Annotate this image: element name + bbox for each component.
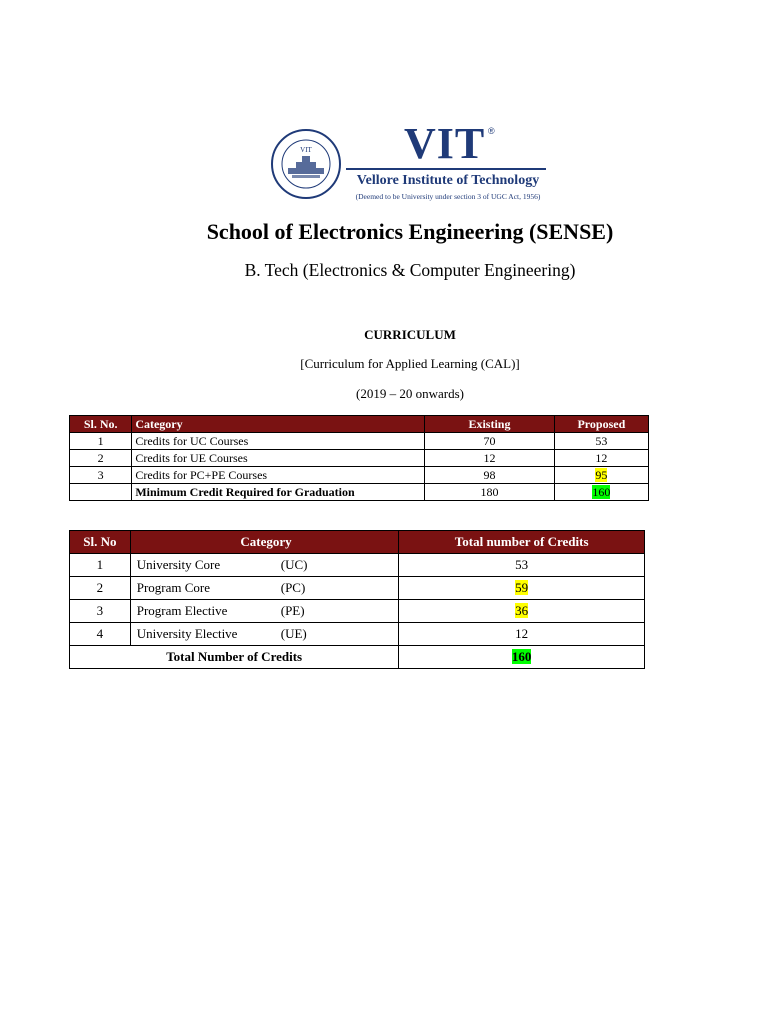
category-cell: Credits for UC Courses bbox=[132, 433, 425, 450]
total-credits-cell bbox=[399, 646, 645, 669]
credit-comparison-table bbox=[69, 415, 649, 501]
logo-divider bbox=[346, 168, 546, 170]
category-abbr: (PC) bbox=[280, 580, 306, 595]
column-header: Sl. No. bbox=[70, 416, 132, 433]
category-cell: Credits for PC+PE Courses bbox=[132, 467, 425, 484]
sl-no-cell: 2 bbox=[70, 450, 132, 467]
category-cell: Credits for UE Courses bbox=[132, 450, 425, 467]
existing-cell: 70 bbox=[425, 433, 555, 450]
sl-no-cell: 2 bbox=[70, 577, 131, 600]
sl-no-cell: 1 bbox=[70, 554, 131, 577]
column-header: Total number of Credits bbox=[399, 531, 645, 554]
category-cell bbox=[130, 577, 399, 600]
credits-cell bbox=[399, 577, 645, 600]
category-name: University Core bbox=[136, 557, 221, 572]
sl-no-cell: 4 bbox=[70, 623, 131, 646]
highlighted-value: 59 bbox=[515, 580, 529, 595]
table-row bbox=[70, 577, 645, 600]
highlighted-value: 95 bbox=[595, 467, 608, 482]
existing-total-cell: 180 bbox=[425, 484, 555, 501]
table-row bbox=[70, 450, 649, 467]
vit-logo bbox=[270, 119, 560, 204]
institute-name: Vellore Institute of Technology bbox=[356, 173, 540, 188]
table-row bbox=[70, 554, 645, 577]
table-row bbox=[70, 623, 645, 646]
column-header: Category bbox=[132, 416, 425, 433]
empty-cell bbox=[70, 484, 132, 501]
deemed-note: (Deemed to be University under section 3 of UGC Act, 1956) bbox=[355, 192, 541, 201]
existing-cell: 98 bbox=[425, 467, 555, 484]
category-name: Program Core bbox=[136, 580, 211, 595]
credits-cell bbox=[399, 600, 645, 623]
column-header: Proposed bbox=[554, 416, 648, 433]
category-abbr: (UC) bbox=[280, 557, 308, 572]
page-title: School of Electronics Engineering (SENSE) bbox=[206, 219, 614, 244]
curriculum-heading: CURRICULUM bbox=[364, 327, 456, 342]
column-header: Sl. No bbox=[70, 531, 131, 554]
table-row bbox=[70, 433, 649, 450]
category-name: Program Elective bbox=[136, 603, 228, 618]
brand-mark: VIT bbox=[404, 119, 486, 168]
sl-no-cell: 3 bbox=[70, 467, 132, 484]
category-cell bbox=[130, 554, 399, 577]
page-subtitle: B. Tech (Electronics & Computer Engineering) bbox=[244, 260, 576, 280]
category-abbr: (PE) bbox=[280, 603, 305, 618]
table-header-row bbox=[70, 416, 649, 433]
category-abbr: (UE) bbox=[280, 626, 307, 641]
table-total-row bbox=[70, 484, 649, 501]
total-label-cell: Minimum Credit Required for Graduation bbox=[132, 484, 425, 501]
existing-cell: 12 bbox=[425, 450, 555, 467]
table-row bbox=[70, 467, 649, 484]
column-header: Existing bbox=[425, 416, 555, 433]
proposed-cell: 53 bbox=[554, 433, 648, 450]
credit-distribution-table bbox=[69, 530, 645, 669]
sl-no-cell: 1 bbox=[70, 433, 132, 450]
category-name: University Elective bbox=[136, 626, 238, 641]
years-heading: (2019 – 20 onwards) bbox=[356, 386, 464, 401]
total-label-cell: Total Number of Credits bbox=[70, 646, 399, 669]
sl-no-cell: 3 bbox=[70, 600, 131, 623]
cal-heading: [Curriculum for Applied Learning (CAL)] bbox=[300, 356, 520, 371]
category-cell bbox=[130, 600, 399, 623]
category-cell bbox=[130, 623, 399, 646]
table-row bbox=[70, 600, 645, 623]
seal-text: VIT bbox=[300, 146, 312, 154]
credits-cell: 53 bbox=[399, 554, 645, 577]
highlighted-value: 160 bbox=[592, 484, 611, 499]
table-total-row bbox=[70, 646, 645, 669]
credits-cell: 12 bbox=[399, 623, 645, 646]
highlighted-value: 160 bbox=[511, 649, 532, 664]
proposed-total-cell bbox=[554, 484, 648, 501]
column-header: Category bbox=[130, 531, 399, 554]
proposed-cell bbox=[554, 467, 648, 484]
proposed-cell: 12 bbox=[554, 450, 648, 467]
vit-seal-icon bbox=[270, 128, 342, 200]
table-header-row bbox=[70, 531, 645, 554]
logo-wordmark bbox=[346, 119, 556, 204]
highlighted-value: 36 bbox=[515, 603, 529, 618]
registered-mark: ® bbox=[488, 126, 495, 136]
